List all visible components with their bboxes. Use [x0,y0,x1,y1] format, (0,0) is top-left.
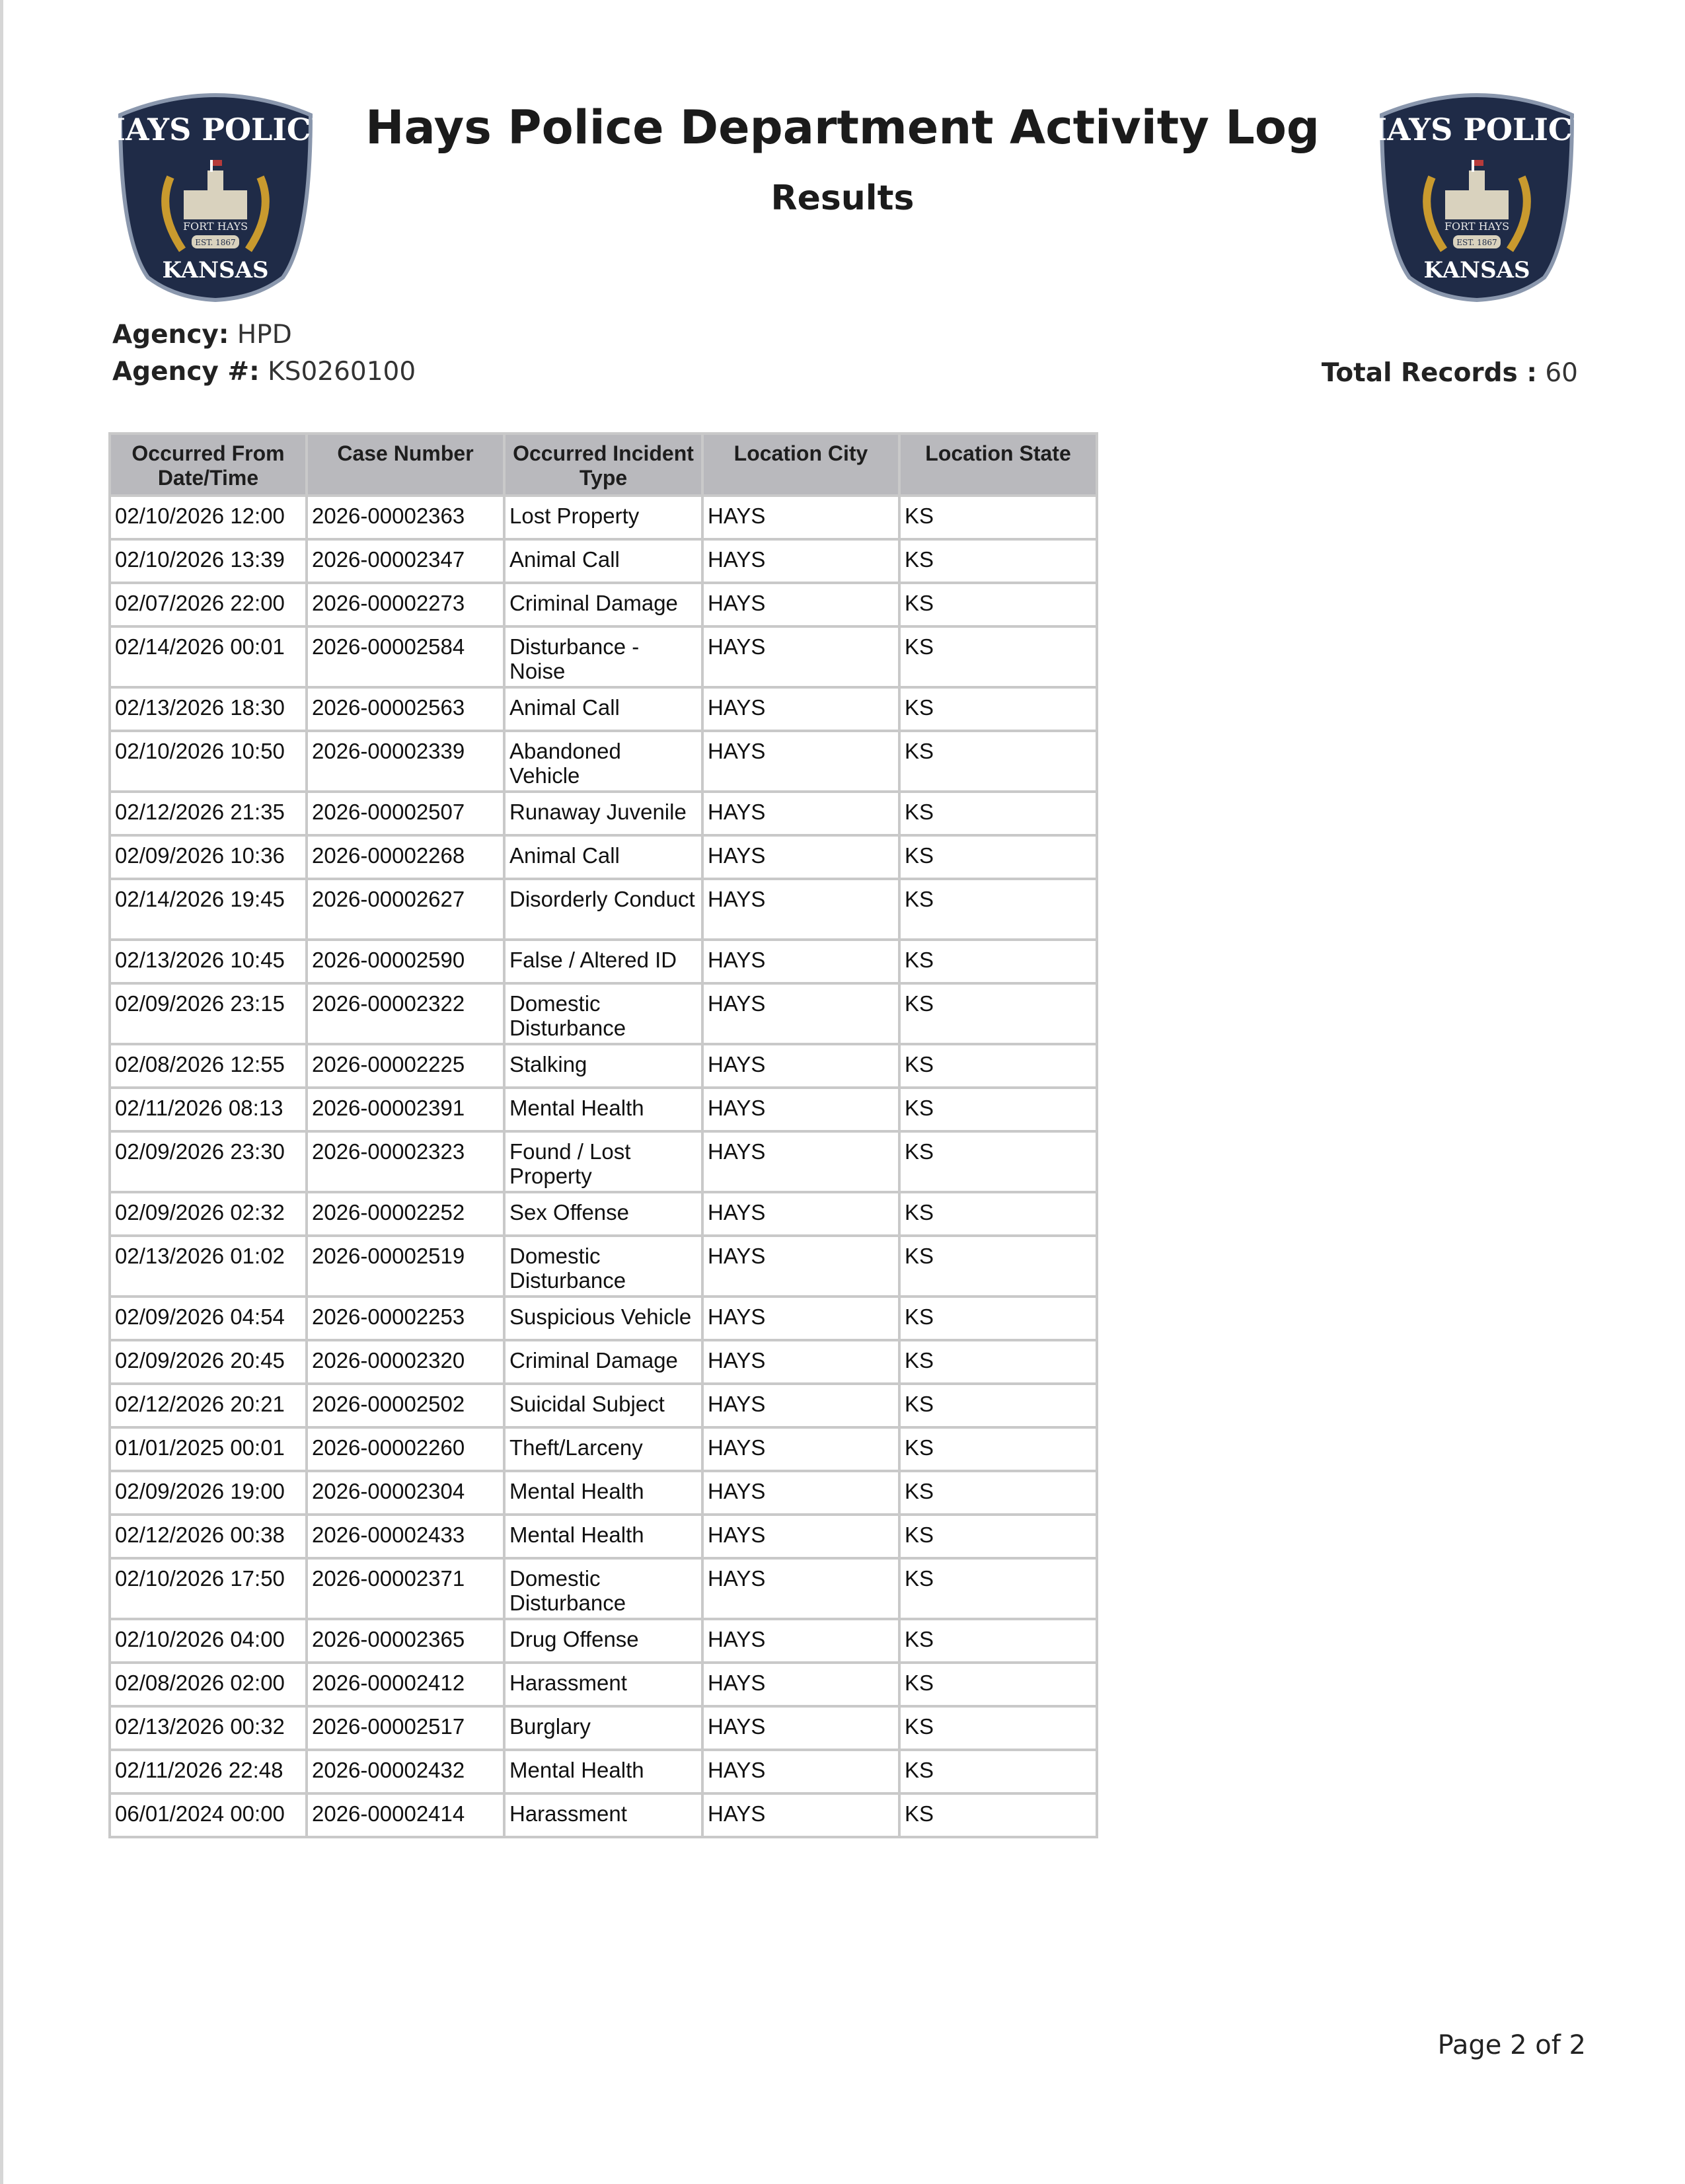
cell-location-city: HAYS [702,983,899,1044]
document-title: Hays Police Department Activity Log [365,100,1320,155]
agency-number-value: KS0260100 [268,357,416,387]
cell-case-number: 2026-00002304 [307,1471,504,1515]
cell-incident-type: Abandoned Vehicle [504,731,702,792]
cell-location-city: HAYS [702,1427,899,1471]
cell-occurred-from: 02/13/2026 00:32 [110,1706,307,1750]
cell-location-city: HAYS [702,792,899,835]
table-body [110,496,1097,1837]
cell-incident-type: Animal Call [504,539,702,583]
cell-case-number: 2026-00002339 [307,731,504,792]
cell-location-state: KS [899,1706,1097,1750]
agency-value: HPD [237,320,292,350]
cell-location-state: KS [899,496,1097,539]
cell-location-city: HAYS [702,1340,899,1384]
table-row [110,687,1097,731]
cell-location-city: HAYS [702,940,899,983]
cell-case-number: 2026-00002391 [307,1088,504,1131]
cell-occurred-from: 02/09/2026 23:30 [110,1131,307,1192]
table-row [110,1236,1097,1297]
cell-occurred-from: 02/09/2026 23:15 [110,983,307,1044]
total-records [1322,358,1578,388]
svg-text:HAYS POLICE: HAYS POLICE [96,112,334,147]
cell-location-city: HAYS [702,496,899,539]
cell-case-number: 2026-00002433 [307,1515,504,1558]
cell-location-state: KS [899,1340,1097,1384]
cell-occurred-from: 02/12/2026 00:38 [110,1515,307,1558]
cell-location-city: HAYS [702,1236,899,1297]
table-row [110,1793,1097,1837]
cell-occurred-from: 02/08/2026 12:55 [110,1044,307,1088]
cell-location-city: HAYS [702,731,899,792]
cell-occurred-from: 02/10/2026 10:50 [110,731,307,792]
cell-case-number: 2026-00002627 [307,879,504,940]
cell-occurred-from: 02/10/2026 12:00 [110,496,307,539]
cell-location-state: KS [899,539,1097,583]
cell-location-city: HAYS [702,583,899,626]
table-row [110,983,1097,1044]
cell-location-city: HAYS [702,1619,899,1663]
total-records-label: Total Records : [1321,358,1537,388]
column-header-incident-type: Occurred Incident Type [504,433,702,496]
cell-incident-type: Domestic Disturbance [504,1236,702,1297]
svg-text:KANSAS: KANSAS [1423,257,1530,283]
cell-location-state: KS [899,1427,1097,1471]
cell-incident-type: Mental Health [504,1471,702,1515]
cell-case-number: 2026-00002268 [307,835,504,879]
table-row [110,1192,1097,1236]
agency-number-info [112,357,416,387]
svg-text:HAYS POLICE: HAYS POLICE [1358,112,1596,147]
cell-occurred-from: 02/09/2026 10:36 [110,835,307,879]
table-row [110,1515,1097,1558]
cell-location-state: KS [899,1044,1097,1088]
cell-location-state: KS [899,1471,1097,1515]
page-edge [0,0,3,2184]
cell-location-state: KS [899,1793,1097,1837]
cell-location-city: HAYS [702,1192,899,1236]
table-row [110,1044,1097,1088]
cell-location-city: HAYS [702,1131,899,1192]
cell-occurred-from: 02/11/2026 22:48 [110,1750,307,1793]
table-row [110,1131,1097,1192]
cell-incident-type: Mental Health [504,1515,702,1558]
cell-occurred-from: 02/09/2026 04:54 [110,1297,307,1340]
cell-incident-type: Animal Call [504,687,702,731]
cell-location-state: KS [899,1131,1097,1192]
cell-incident-type: Harassment [504,1793,702,1837]
column-header-location-state: Location State [899,433,1097,496]
cell-location-city: HAYS [702,1088,899,1131]
cell-location-city: HAYS [702,1044,899,1088]
cell-location-state: KS [899,879,1097,940]
cell-location-city: HAYS [702,1793,899,1837]
cell-incident-type: Disturbance - Noise [504,626,702,687]
svg-text:FORT HAYS: FORT HAYS [182,220,248,233]
cell-location-city: HAYS [702,1750,899,1793]
cell-occurred-from: 02/12/2026 20:21 [110,1384,307,1427]
svg-text:EST. 1867: EST. 1867 [195,238,236,247]
cell-incident-type: Stalking [504,1044,702,1088]
cell-case-number: 2026-00002365 [307,1619,504,1663]
cell-location-state: KS [899,687,1097,731]
cell-case-number: 2026-00002412 [307,1663,504,1706]
cell-incident-type: Sex Offense [504,1192,702,1236]
cell-occurred-from: 02/09/2026 02:32 [110,1192,307,1236]
cell-location-state: KS [899,731,1097,792]
cell-case-number: 2026-00002320 [307,1340,504,1384]
table-row [110,583,1097,626]
cell-incident-type: Animal Call [504,835,702,879]
table-row [110,835,1097,879]
cell-location-state: KS [899,940,1097,983]
agency-info [112,320,292,350]
cell-case-number: 2026-00002590 [307,940,504,983]
cell-location-city: HAYS [702,1297,899,1340]
cell-case-number: 2026-00002414 [307,1793,504,1837]
cell-occurred-from: 02/09/2026 20:45 [110,1340,307,1384]
cell-case-number: 2026-00002517 [307,1706,504,1750]
cell-incident-type: Lost Property [504,496,702,539]
cell-case-number: 2026-00002225 [307,1044,504,1088]
agency-label: Agency: [112,320,229,350]
cell-case-number: 2026-00002519 [307,1236,504,1297]
cell-occurred-from: 02/10/2026 04:00 [110,1619,307,1663]
cell-occurred-from: 02/10/2026 17:50 [110,1558,307,1619]
page-number: Page 2 of 2 [1437,2030,1586,2060]
table-row [110,1750,1097,1793]
table-row [110,1340,1097,1384]
total-records-value: 60 [1545,358,1578,388]
cell-occurred-from: 02/13/2026 18:30 [110,687,307,731]
table-row [110,1384,1097,1427]
table-header-row [110,433,1097,496]
cell-occurred-from: 02/11/2026 08:13 [110,1088,307,1131]
cell-incident-type: Domestic Disturbance [504,983,702,1044]
cell-occurred-from: 02/14/2026 19:45 [110,879,307,940]
cell-case-number: 2026-00002584 [307,626,504,687]
cell-incident-type: Domestic Disturbance [504,1558,702,1619]
cell-occurred-from: 02/12/2026 21:35 [110,792,307,835]
cell-occurred-from: 02/07/2026 22:00 [110,583,307,626]
table-row [110,496,1097,539]
cell-location-state: KS [899,1558,1097,1619]
cell-occurred-from: 02/10/2026 13:39 [110,539,307,583]
cell-occurred-from: 02/09/2026 19:00 [110,1471,307,1515]
cell-case-number: 2026-00002252 [307,1192,504,1236]
table-row [110,1663,1097,1706]
cell-case-number: 2026-00002563 [307,687,504,731]
cell-incident-type: Runaway Juvenile [504,792,702,835]
column-header-occurred-from: Occurred From Date/Time [110,433,307,496]
cell-location-state: KS [899,983,1097,1044]
cell-location-city: HAYS [702,1706,899,1750]
cell-location-state: KS [899,1663,1097,1706]
cell-location-state: KS [899,1236,1097,1297]
cell-incident-type: Harassment [504,1663,702,1706]
cell-occurred-from: 02/13/2026 01:02 [110,1236,307,1297]
cell-location-city: HAYS [702,687,899,731]
cell-incident-type: Disorderly Conduct [504,879,702,940]
table-row [110,1619,1097,1663]
table-row [110,731,1097,792]
cell-location-state: KS [899,792,1097,835]
cell-location-city: HAYS [702,1558,899,1619]
cell-case-number: 2026-00002253 [307,1297,504,1340]
cell-location-state: KS [899,835,1097,879]
cell-incident-type: Found / Lost Property [504,1131,702,1192]
cell-location-state: KS [899,1619,1097,1663]
cell-location-city: HAYS [702,835,899,879]
column-header-location-city: Location City [702,433,899,496]
cell-incident-type: Burglary [504,1706,702,1750]
cell-location-state: KS [899,1088,1097,1131]
cell-case-number: 2026-00002323 [307,1131,504,1192]
cell-occurred-from: 02/13/2026 10:45 [110,940,307,983]
cell-case-number: 2026-00002260 [307,1427,504,1471]
svg-text:EST. 1867: EST. 1867 [1456,238,1497,247]
column-header-case-number: Case Number [307,433,504,496]
cell-case-number: 2026-00002507 [307,792,504,835]
cell-incident-type: Criminal Damage [504,1340,702,1384]
cell-location-city: HAYS [702,1515,899,1558]
cell-location-state: KS [899,1750,1097,1793]
table-row [110,1297,1097,1340]
cell-incident-type: Criminal Damage [504,583,702,626]
table-row [110,1471,1097,1515]
cell-incident-type: Mental Health [504,1750,702,1793]
cell-location-state: KS [899,1297,1097,1340]
svg-text:FORT HAYS: FORT HAYS [1444,220,1510,233]
document-subtitle: Results [770,178,915,218]
cell-case-number: 2026-00002371 [307,1558,504,1619]
table-row [110,879,1097,940]
table-row [110,792,1097,835]
table-row [110,1706,1097,1750]
cell-case-number: 2026-00002432 [307,1750,504,1793]
cell-location-city: HAYS [702,1384,899,1427]
cell-location-state: KS [899,583,1097,626]
cell-case-number: 2026-00002273 [307,583,504,626]
cell-location-city: HAYS [702,879,899,940]
cell-incident-type: Drug Offense [504,1619,702,1663]
activity-log-table [108,432,1098,1838]
cell-location-city: HAYS [702,1471,899,1515]
cell-location-state: KS [899,1384,1097,1427]
cell-incident-type: Theft/Larceny [504,1427,702,1471]
table-row [110,940,1097,983]
cell-location-city: HAYS [702,539,899,583]
cell-occurred-from: 06/01/2024 00:00 [110,1793,307,1837]
table-row [110,539,1097,583]
cell-incident-type: Mental Health [504,1088,702,1131]
cell-incident-type: Suspicious Vehicle [504,1297,702,1340]
table-row [110,626,1097,687]
cell-occurred-from: 01/01/2025 00:01 [110,1427,307,1471]
cell-location-city: HAYS [702,1663,899,1706]
cell-occurred-from: 02/14/2026 00:01 [110,626,307,687]
cell-location-city: HAYS [702,626,899,687]
cell-case-number: 2026-00002322 [307,983,504,1044]
table-row [110,1427,1097,1471]
cell-location-state: KS [899,1515,1097,1558]
table-row [110,1088,1097,1131]
cell-case-number: 2026-00002347 [307,539,504,583]
agency-number-label: Agency #: [112,357,260,387]
cell-location-state: KS [899,626,1097,687]
cell-case-number: 2026-00002502 [307,1384,504,1427]
cell-location-state: KS [899,1192,1097,1236]
cell-case-number: 2026-00002363 [307,496,504,539]
cell-incident-type: Suicidal Subject [504,1384,702,1427]
svg-text:KANSAS: KANSAS [162,257,269,283]
cell-incident-type: False / Altered ID [504,940,702,983]
cell-occurred-from: 02/08/2026 02:00 [110,1663,307,1706]
table-row [110,1558,1097,1619]
